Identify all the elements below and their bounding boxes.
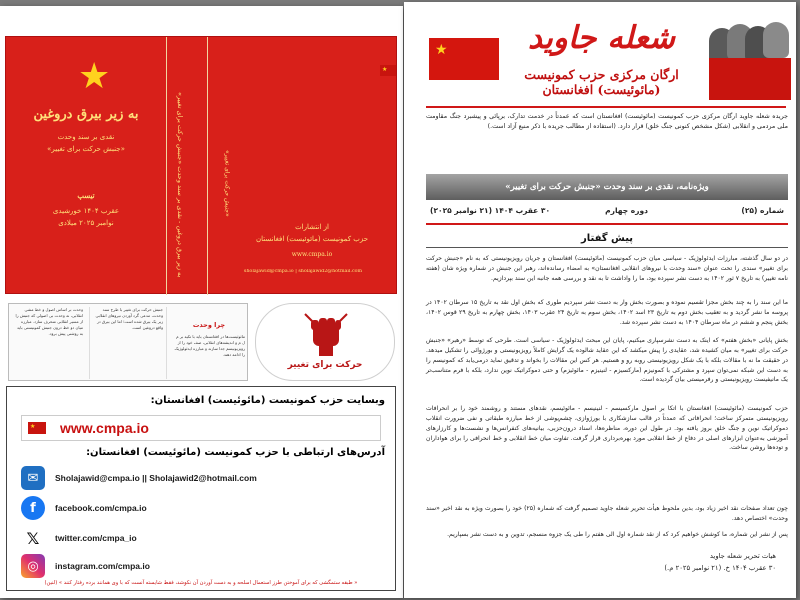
emblem-label: حرکت برای تغییر [287, 360, 363, 370]
brochure-col-3-text: مائوئیست‌ها در افغانستان باید با تکیه بر م ل م و اندیشه‌های انقلابی، صف خود را از رویزیونیسم جدا سازند و مبارزه ایدئولوژیک را ادامه دهند. [174, 333, 245, 357]
back-cover-date-2: نوامبر ۲۰۲۵ میلادی [58, 219, 114, 227]
banner-text: ویژه‌نامه، نقدی بر سند وحدت «جنبش حرکت برای تغییر» [505, 182, 709, 192]
facebook-row [21, 493, 147, 523]
left-page [0, 6, 403, 598]
back-cover-subtitle-1: نقدی بر سند وحدت [57, 133, 115, 141]
contact-box [6, 386, 396, 591]
star-icon: ★ [78, 56, 111, 97]
book-spine [166, 37, 208, 295]
flag-icon: ★ [429, 38, 499, 80]
issue-date: ۳۰ عقرب ۱۴۰۴ (۲۱ نوامبر ۲۰۲۵) [430, 206, 551, 215]
instagram-row [21, 551, 150, 581]
brochure-col-3 [173, 307, 245, 379]
flag-icon: ★ [28, 422, 46, 434]
instagram-icon: ◎ [21, 554, 45, 578]
paragraph-6: پس از نشر این شماره، ما کوشش خواهیم کرد که از نقد شماره اول الی هفتم را طی یک جزوه منسجم، تدوین و به دست نشر بسپاریم. [447, 531, 788, 538]
signature-line-1: هیات تحریر شعله جاوید [709, 552, 776, 560]
issue-number: شماره (۲۵) [741, 206, 784, 215]
leader-portraits [709, 22, 791, 100]
instagram-link[interactable]: instagram.com/cmpa.io [55, 561, 150, 571]
emblem-card [255, 303, 395, 381]
flag-icon: ★ [380, 65, 396, 76]
book-cover-spread [5, 36, 397, 294]
signature-line-2: ۳۰ عقرب ۱۴۰۴ خ. (۲۱ نوامبر ۲۰۲۵ م.) [664, 564, 776, 572]
front-cover-vertical-text: «جنبش حرکت برای تغییر» [223, 150, 231, 217]
back-cover [6, 37, 166, 295]
paragraph-2: ما این سند را به چند بخش مجزا تقسیم نموده و بصورت بخش وار به دست نشر سپردیم طوری که بخش اول نقد به تاریخ ۱۵ سرطان ۱۴۰۲ در پروسه ما نشر گردید و به تعقیب بخش دوم به تاریخ ۲۳ اسد ۱۴۰۲، بخش سوم به تاریخ ۲۴ عقرب ۱۴۰۳، بخش چهارم به تاریخ ۲۹ قوس ۱۴۰۲، بخش پنجم و ششم در ماه سرطان ۱۴۰۴ به دست نشر سپرده شد. [426, 299, 789, 326]
issue-rule [426, 223, 788, 225]
twitter-row [21, 523, 137, 553]
brochure-heading: چرا وحدت [192, 321, 226, 329]
fist-emblem-icon [301, 310, 351, 356]
email-link[interactable]: Sholajawid@cmpa.io || Sholajawid2@hotmail.com [55, 473, 257, 483]
spine-text: به زیر بیرق دروغین - نقدی بر سند وحدت «جنبش حرکت برای تغییر» [176, 91, 185, 277]
back-cover-subtitle-2: «جنبش حرکت برای تغییر» [47, 145, 125, 153]
facebook-icon: f [21, 496, 45, 520]
section-title: پیش گفتار [580, 233, 634, 244]
section-rule [426, 247, 788, 248]
front-cover-publisher-line2: حزب کمونیست (مائوئیست) افغانستان [255, 235, 369, 243]
twitter-link[interactable]: twitter.com/cmpa_io [55, 533, 137, 543]
intro-text: جریده شعله جاوید ارگان مرکزی حزب کمونیست (مائوئیست) افغانستان است که عمدتاً در خدمت تدارک، برپائی و پیشبرد جنگ مقاومت ملی مردمی و انقلابی (شکل مشخص کنونی جنگ خلق) قرار دارد. (استفاده از مطالب جریده با ذکر منبع آزاد است.) [426, 113, 788, 131]
masthead-rule [426, 106, 786, 108]
email-icon: ✉ [21, 466, 45, 490]
back-cover-publisher: تیسپ [77, 191, 95, 200]
website-heading: وبسایت حزب کمونیست (مائوئیست) افغانستان: [150, 395, 385, 406]
x-icon: 𝕏 [21, 526, 45, 550]
brochure-col-2: جنبش حرکت برای تغییر با طرح سند وحدت، مدعی گرد آوردن نیروهای انقلابی زیر یک بیرق شده است؛ اما این بیرق در واقع دروغین است. [89, 307, 167, 379]
facebook-link[interactable]: facebook.com/cmpa.io [55, 503, 147, 513]
special-issue-banner [426, 174, 788, 200]
masthead-title: شعله جاوید [527, 20, 676, 56]
brochure-preview [8, 303, 248, 381]
paragraph-1: در دو سال گذشته، مبارزات ایدئولوژیک - سیاسی میان حزب کمونیست (مائوئیست) افغانستان و جریان رویزیونیستی که به نام «جنبش حرکت برای تغییر» سندی را تحت عنوان «سند وحدت با نیروهای انقلابی افغانستان» به امضاء رسانده‌اند، رهبر این جنبش در شماره ویژه شان (هفته نامه تغییر) به تاریخ ۷ ثور ۱۴۰۲ به دست نشر سپرده بود، ما را واداشت تا به نقد و بررسی همه جانبه این سند بپردازیم. [426, 255, 788, 282]
paragraph-3: بخش پایانی «بخش هفتم» که اینک به دست نشرسپاری میکنیم، پایان این مبحث ایدئولوژیک - سیاسی است. طرحی که توسط «رهبر» «جنبش حرکت برای تغییر» به میان کشیده شد، عقایدی را پیش میکشد که این عقاید شالوده یک گرایش کاملاً رویزیونیستی و بورژوائی را تشکیل میدهد. در حقیقت ما نه با مقالات بلکه با یک شکل رویزیونیستی روبه رو و هستیم. هر کس این مقالات را بخواند و تدقیق نماید درمی‌یابد که کمونیسم را به دست این شبکه نمی‌توان سپرد و مشترکی با کمونیزم (مارکسیزم - لنینیزم - مائوئیزم) و حتی دموکراتیک نوین ندارد، بلکه با فرم متناسب‌تر یک مانیفیست رویزیونیستی و رفرمیستی بیان گردیده است. [426, 337, 788, 384]
front-cover-emails: sholajawid@cmpa.io | sholajawid2@hotmail.com [243, 269, 363, 274]
paragraph-4: حزب کمونیست (مائوئیست) افغانستان با اتکا بر اصول مارکسیسم - لنینیسم - مائوئیسم، نقدهای مستند و روشمند خود را بر انحرافات رویزیونیستی متمرکز ساخت؛ انحرافاتی که عمدتاً در قالب سازشکاری با بورژوازی، چشم‌پوشی از خط مبارزه طبقاتی و نفی ضرورت انقلاب دموکراتیک نوین و جنگ خلق بروز یافته بود. در طول این دوره، مناظره‌ها، اسناد درون‌حزبی، بیانیه‌های کنفرانس‌ها و نشست‌ها و کارزارهای آموزشی به‌عنوان ابزارهای اصلی در دفاع از خط انقلابی مورد بهره‌برداری قرار گرفت. تفاوت میان خط انقلابی و خط انحرافی را برای هواداران و توده‌ها روشن ساخت. [426, 405, 788, 452]
issue-period: دوره چهارم [605, 206, 648, 215]
portrait [763, 22, 789, 58]
addresses-heading: آدرس‌های ارتباطی با حزب کمونیست (مائوئیست) افغانستان: [86, 447, 385, 458]
front-cover-site: www.cmpa.io [291, 251, 333, 258]
lenin-quote: « طبقه ستمگشی که برای آموختن طرز استعمال اسلحه و به دست آوردن آن نکوشد، فقط شایسته آنست که با وی همانند برده رفتار کنند » (لنین) [44, 580, 358, 586]
back-cover-date-1: عقرب ۱۴۰۴ خورشیدی [52, 207, 120, 215]
masthead-subtitle: ارگان مرکزی حزب کمونیست (مائوئیست) افغانستان [524, 67, 679, 97]
issue-info-row [426, 204, 788, 220]
front-cover [208, 37, 398, 295]
brochure-col-1: وحدت بر اساس اصول و خط مشی انقلابی، نه وحدت بی اصولی که جنبش را از مسیر انقلابی منحرف سازد. مبارزه میان دو خط درون جنبش کمونیستی باید به روشنی پیش برود. [15, 307, 83, 336]
paragraph-5: چون تعداد صفحات نقد اخیر زیاد بود، بدین ملحوظ هیأت تحریر شعله جاوید تصمیم گرفت که شماره (۲۵) خود را بصورت ویژه به نقد اخیر «سند وحدت» اختصاص دهد. [426, 505, 788, 522]
front-cover-publisher-line1: از انتشارات [295, 223, 329, 231]
email-row [21, 463, 257, 493]
right-page [404, 2, 796, 598]
website-link[interactable]: www.cmpa.io [60, 420, 149, 436]
back-cover-title: به زیر بیرق دروغین [33, 107, 139, 122]
website-row [21, 415, 381, 441]
portraits-red-base [709, 58, 791, 100]
